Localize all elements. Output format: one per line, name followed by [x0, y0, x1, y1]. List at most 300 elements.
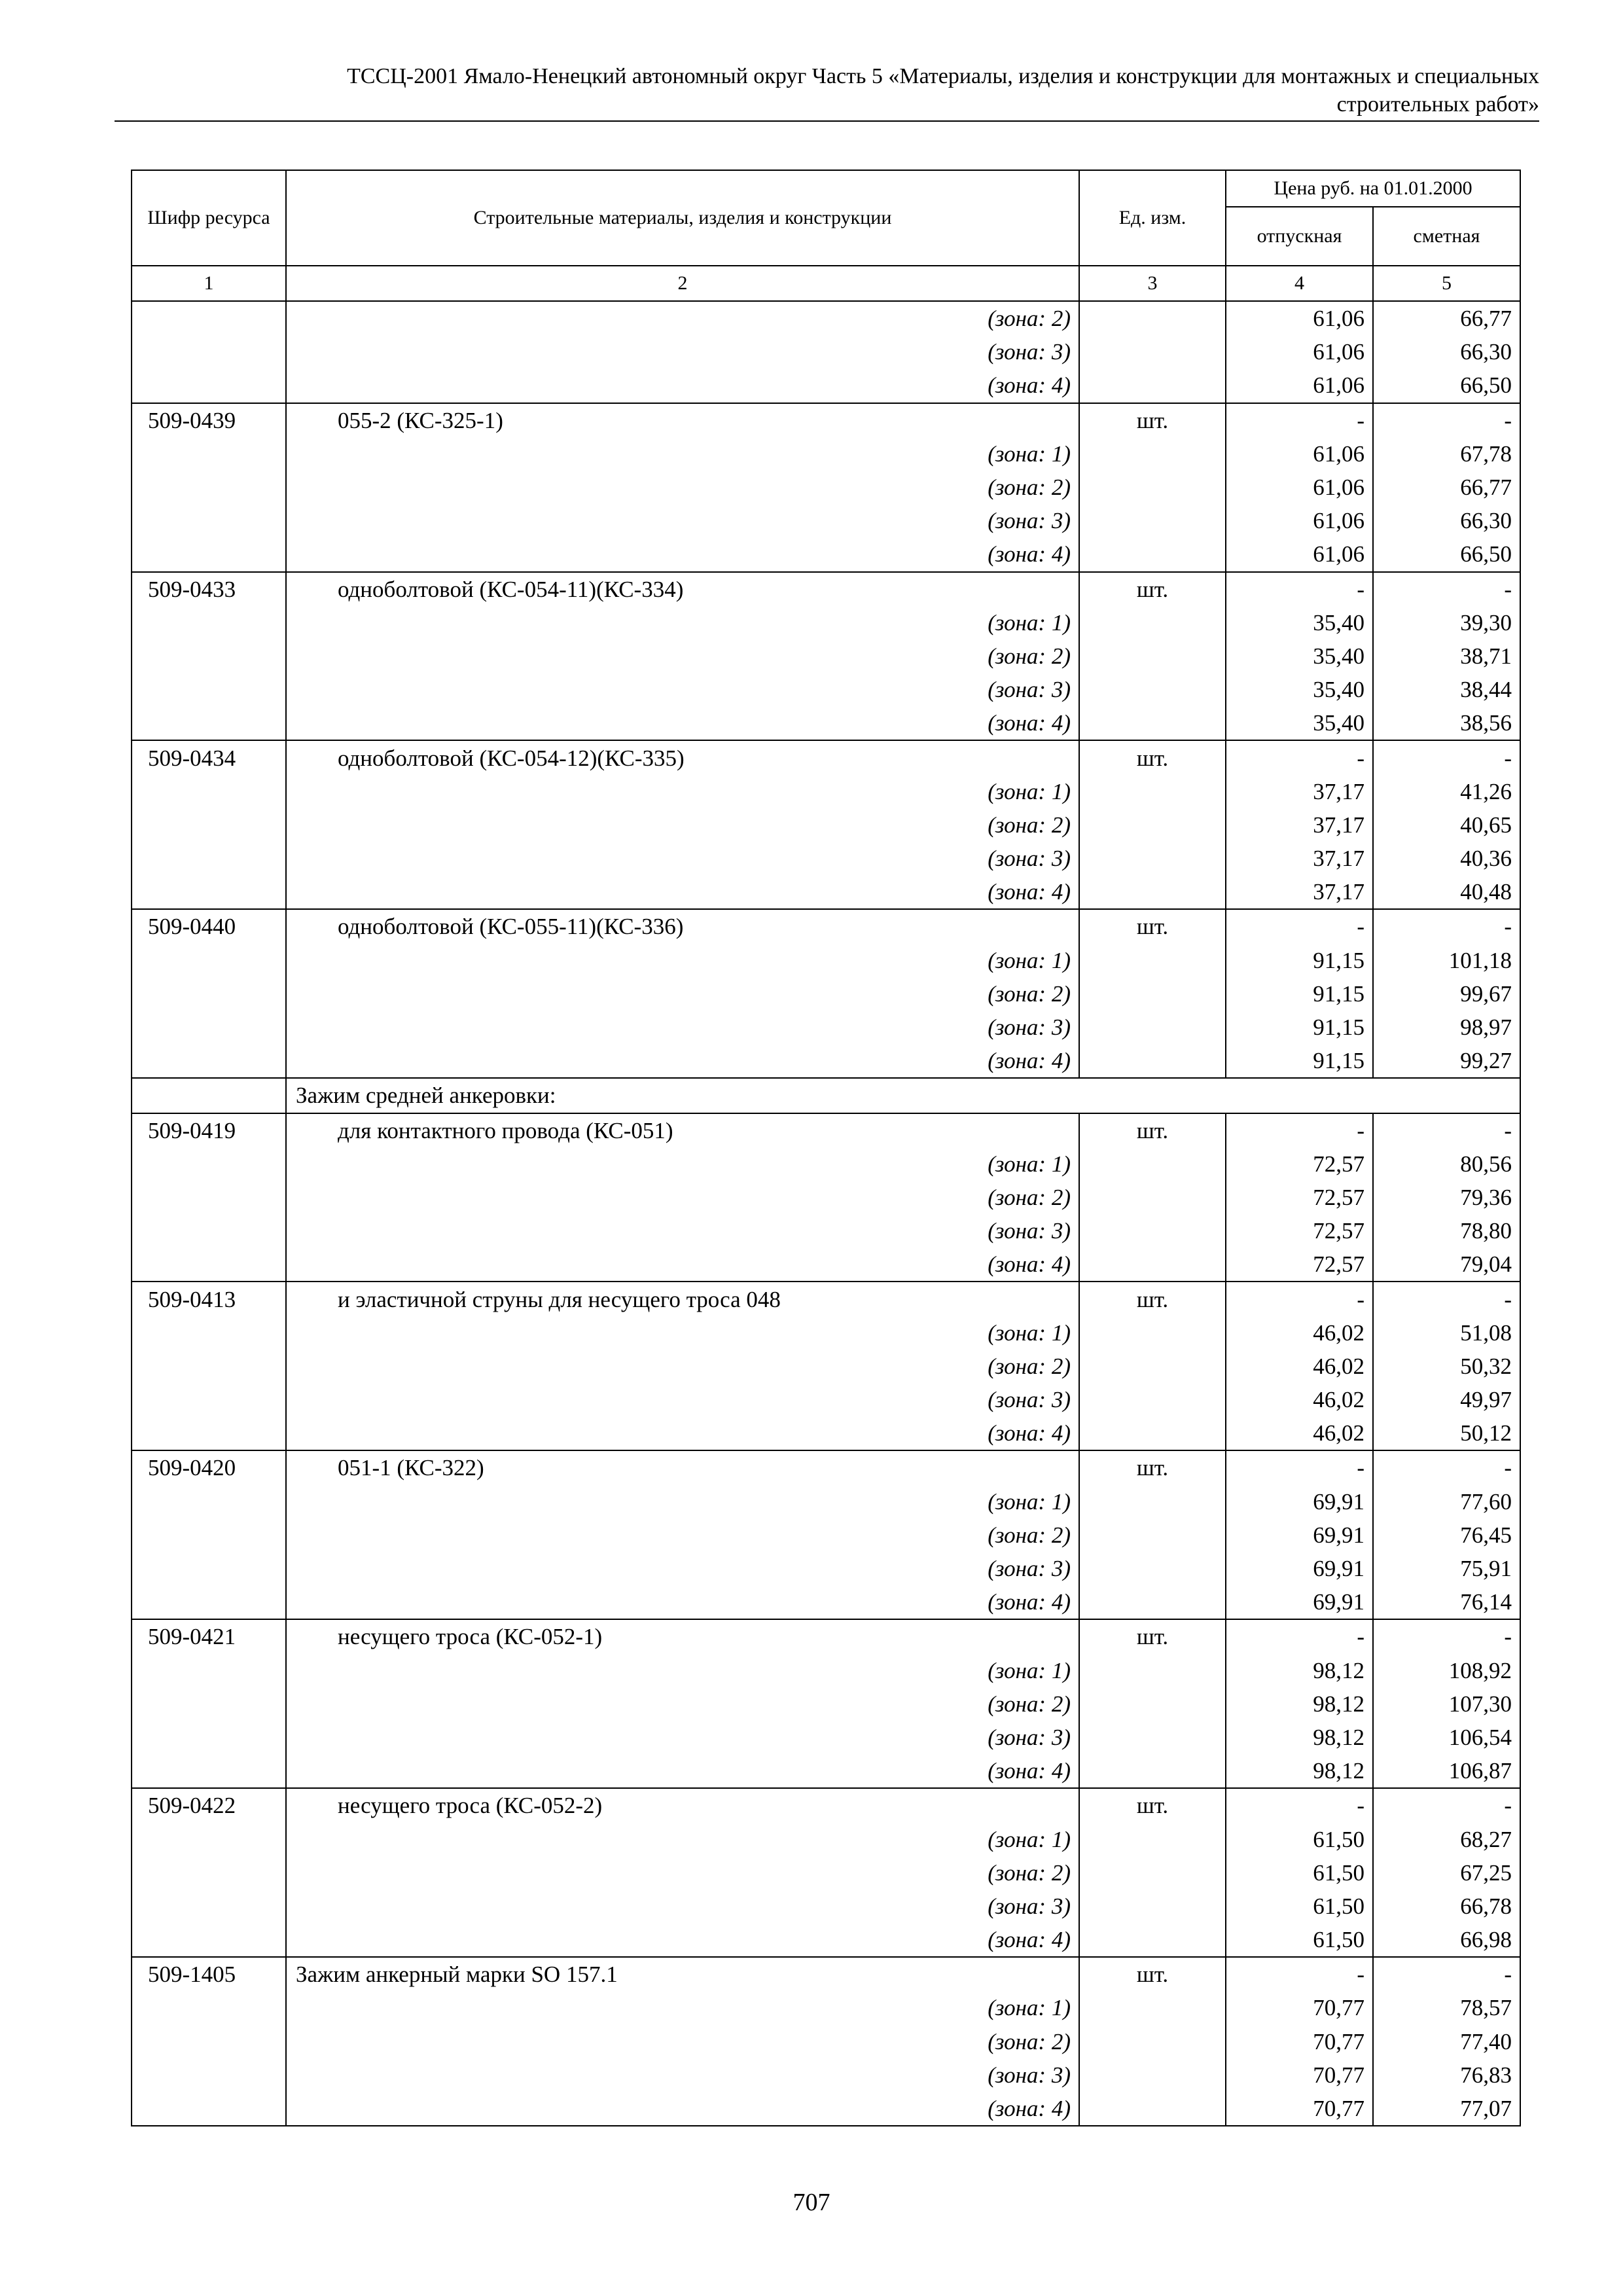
estimate-price-cell: 108,92 — [1373, 1654, 1520, 1687]
release-price-cell: 35,40 — [1226, 673, 1373, 706]
estimate-price-cell: - — [1373, 572, 1520, 606]
resource-code-cell: 509-0439 — [132, 403, 286, 437]
resource-code-cell — [132, 1721, 286, 1754]
release-price-cell: - — [1226, 1450, 1373, 1484]
release-price-cell: 46,02 — [1226, 1416, 1373, 1450]
table-row — [132, 504, 1520, 537]
table-row — [132, 1147, 1520, 1181]
material-name-cell: одноболтовой (КС-054-12)(КС-335) — [286, 740, 1079, 774]
page-header-line2: строительных работ» — [1336, 92, 1539, 117]
release-price-cell: - — [1226, 572, 1373, 606]
resource-code-cell — [132, 537, 286, 571]
unit-cell — [1079, 2025, 1226, 2058]
zone-cell: (зона: 1) — [286, 1316, 1079, 1350]
estimate-price-cell: 98,97 — [1373, 1011, 1520, 1044]
unit-cell — [1079, 775, 1226, 808]
zone-cell: (зона: 3) — [286, 673, 1079, 706]
table-row — [132, 1011, 1520, 1044]
table-row — [132, 335, 1520, 368]
estimate-price-cell: 66,77 — [1373, 471, 1520, 504]
table-row — [132, 1316, 1520, 1350]
zone-cell: (зона: 3) — [286, 1383, 1079, 1416]
table-row — [132, 1450, 1520, 1484]
release-price-cell: 61,50 — [1226, 1856, 1373, 1890]
zone-cell: (зона: 1) — [286, 1485, 1079, 1518]
table-row — [132, 2025, 1520, 2058]
unit-cell — [1079, 537, 1226, 571]
zone-cell: (зона: 1) — [286, 944, 1079, 977]
estimate-price-cell: 66,50 — [1373, 537, 1520, 571]
release-price-cell: 61,06 — [1226, 437, 1373, 471]
zone-cell: (зона: 3) — [286, 842, 1079, 875]
resource-code-cell: 509-0434 — [132, 740, 286, 774]
table-row — [132, 775, 1520, 808]
estimate-price-cell: 76,14 — [1373, 1585, 1520, 1619]
table-row — [132, 606, 1520, 639]
resource-code-cell — [132, 1754, 286, 1788]
release-price-cell: 46,02 — [1226, 1350, 1373, 1383]
resource-code-cell — [132, 504, 286, 537]
release-price-cell: 91,15 — [1226, 944, 1373, 977]
release-price-cell: - — [1226, 909, 1373, 943]
release-price-cell: 69,91 — [1226, 1552, 1373, 1585]
estimate-price-cell: 38,71 — [1373, 639, 1520, 673]
release-price-cell: 98,12 — [1226, 1721, 1373, 1754]
zone-cell: (зона: 4) — [286, 875, 1079, 909]
estimate-price-cell: 106,54 — [1373, 1721, 1520, 1754]
estimate-price-cell: - — [1373, 1450, 1520, 1484]
resource-code-cell — [132, 2058, 286, 2092]
release-price-cell: 61,06 — [1226, 504, 1373, 537]
section-row — [132, 1078, 1520, 1113]
resource-code-cell — [132, 944, 286, 977]
release-price-cell: - — [1226, 740, 1373, 774]
resource-code-cell — [132, 1383, 286, 1416]
unit-cell — [1079, 1181, 1226, 1214]
estimate-price-cell: 68,27 — [1373, 1822, 1520, 1856]
zone-cell: (зона: 3) — [286, 1721, 1079, 1754]
zone-cell: (зона: 4) — [286, 1247, 1079, 1282]
estimate-price-cell: 99,27 — [1373, 1044, 1520, 1078]
estimate-price-cell: 77,40 — [1373, 2025, 1520, 2058]
release-price-cell: 61,50 — [1226, 1923, 1373, 1957]
header-estimate-price: сметная — [1373, 207, 1520, 266]
col-number-2: 2 — [286, 266, 1079, 301]
table-row — [132, 471, 1520, 504]
estimate-price-cell: 66,77 — [1373, 301, 1520, 335]
zone-cell: (зона: 2) — [286, 639, 1079, 673]
release-price-cell: 91,15 — [1226, 1011, 1373, 1044]
col-number-3: 3 — [1079, 266, 1226, 301]
zone-cell: (зона: 4) — [286, 1754, 1079, 1788]
estimate-price-cell: 99,67 — [1373, 977, 1520, 1011]
estimate-price-cell: - — [1373, 909, 1520, 943]
estimate-price-cell: 101,18 — [1373, 944, 1520, 977]
zone-cell: (зона: 1) — [286, 1654, 1079, 1687]
resource-code-cell — [132, 1687, 286, 1721]
release-price-cell: 69,91 — [1226, 1585, 1373, 1619]
unit-cell — [1079, 1316, 1226, 1350]
header-price-group: Цена руб. на 01.01.2000 — [1226, 170, 1520, 207]
table-row — [132, 1113, 1520, 1147]
table-row — [132, 572, 1520, 606]
zone-cell: (зона: 1) — [286, 437, 1079, 471]
resource-code-cell — [132, 875, 286, 909]
unit-cell: шт. — [1079, 1788, 1226, 1822]
resource-code-cell: 509-1405 — [132, 1957, 286, 1991]
estimate-price-cell: 107,30 — [1373, 1687, 1520, 1721]
resource-code-cell: 509-0420 — [132, 1450, 286, 1484]
resource-code-cell — [132, 977, 286, 1011]
table-row — [132, 1687, 1520, 1721]
release-price-cell: 61,06 — [1226, 471, 1373, 504]
header-unit: Ед. изм. — [1079, 170, 1226, 266]
estimate-price-cell: - — [1373, 1113, 1520, 1147]
release-price-cell: 61,06 — [1226, 301, 1373, 335]
unit-cell — [1079, 1011, 1226, 1044]
table-row — [132, 1282, 1520, 1316]
release-price-cell: 35,40 — [1226, 606, 1373, 639]
zone-cell: (зона: 4) — [286, 2092, 1079, 2126]
table-row — [132, 740, 1520, 774]
estimate-price-cell: 51,08 — [1373, 1316, 1520, 1350]
page-number: 707 — [793, 2189, 830, 2216]
page-header — [111, 62, 1539, 118]
release-price-cell: 46,02 — [1226, 1383, 1373, 1416]
unit-cell — [1079, 673, 1226, 706]
release-price-cell: - — [1226, 1282, 1373, 1316]
release-price-cell: 70,77 — [1226, 2058, 1373, 2092]
estimate-price-cell: - — [1373, 1282, 1520, 1316]
resource-code-cell: 509-0419 — [132, 1113, 286, 1147]
resource-code-cell — [132, 706, 286, 740]
resource-code-cell — [132, 1316, 286, 1350]
resource-code-cell — [132, 1044, 286, 1078]
resource-code-cell — [132, 1585, 286, 1619]
resource-code-cell — [132, 1654, 286, 1687]
resource-code-cell — [132, 1552, 286, 1585]
estimate-price-cell: 66,30 — [1373, 335, 1520, 368]
table-row — [132, 437, 1520, 471]
release-price-cell: 69,91 — [1226, 1518, 1373, 1552]
resource-code-cell: 509-0440 — [132, 909, 286, 943]
zone-cell: (зона: 1) — [286, 1822, 1079, 1856]
table-row — [132, 1721, 1520, 1754]
resource-code-cell: 509-0413 — [132, 1282, 286, 1316]
zone-cell: (зона: 2) — [286, 1687, 1079, 1721]
col-number-5: 5 — [1373, 266, 1520, 301]
unit-cell — [1079, 706, 1226, 740]
zone-cell: (зона: 3) — [286, 1011, 1079, 1044]
release-price-cell: 61,06 — [1226, 335, 1373, 368]
release-price-cell: 72,57 — [1226, 1181, 1373, 1214]
release-price-cell: 37,17 — [1226, 842, 1373, 875]
release-price-cell: 98,12 — [1226, 1754, 1373, 1788]
estimate-price-cell: 76,83 — [1373, 2058, 1520, 2092]
table-row — [132, 1754, 1520, 1788]
estimate-price-cell: 66,98 — [1373, 1923, 1520, 1957]
estimate-price-cell: 50,12 — [1373, 1416, 1520, 1450]
material-name-cell: 051-1 (КС-322) — [286, 1450, 1079, 1484]
release-price-cell: - — [1226, 1788, 1373, 1822]
zone-cell: (зона: 1) — [286, 775, 1079, 808]
resource-code-cell — [132, 1518, 286, 1552]
release-price-cell: 98,12 — [1226, 1687, 1373, 1721]
header-divider — [115, 120, 1539, 122]
zone-cell: (зона: 1) — [286, 606, 1079, 639]
release-price-cell: 61,06 — [1226, 537, 1373, 571]
unit-cell: шт. — [1079, 403, 1226, 437]
zone-cell: (зона: 4) — [286, 1923, 1079, 1957]
estimate-price-cell: - — [1373, 1619, 1520, 1653]
unit-cell — [1079, 2092, 1226, 2126]
estimate-price-cell: - — [1373, 403, 1520, 437]
release-price-cell: 91,15 — [1226, 977, 1373, 1011]
unit-cell: шт. — [1079, 1282, 1226, 1316]
resource-code-cell — [132, 1011, 286, 1044]
table-body — [132, 301, 1520, 2126]
release-price-cell: 37,17 — [1226, 875, 1373, 909]
table-row — [132, 639, 1520, 673]
release-price-cell: 35,40 — [1226, 639, 1373, 673]
release-price-cell: 61,50 — [1226, 1890, 1373, 1923]
resource-code-cell — [132, 606, 286, 639]
table-row — [132, 1957, 1520, 1991]
table-row — [132, 537, 1520, 571]
zone-cell: (зона: 3) — [286, 1890, 1079, 1923]
zone-cell: (зона: 4) — [286, 706, 1079, 740]
zone-cell: (зона: 2) — [286, 1181, 1079, 1214]
estimate-price-cell: 40,36 — [1373, 842, 1520, 875]
material-name-cell: и эластичной струны для несущего троса 048 — [286, 1282, 1079, 1316]
col-number-4: 4 — [1226, 266, 1373, 301]
table-row — [132, 1788, 1520, 1822]
estimate-price-cell: 66,30 — [1373, 504, 1520, 537]
resource-code-cell: 509-0422 — [132, 1788, 286, 1822]
col-number-1: 1 — [132, 266, 286, 301]
unit-cell — [1079, 1654, 1226, 1687]
estimate-price-cell: 79,04 — [1373, 1247, 1520, 1282]
zone-cell: (зона: 3) — [286, 1214, 1079, 1247]
release-price-cell: - — [1226, 403, 1373, 437]
unit-cell — [1079, 1416, 1226, 1450]
unit-cell — [1079, 504, 1226, 537]
resource-code-cell — [132, 2092, 286, 2126]
unit-cell — [1079, 1822, 1226, 1856]
release-price-cell: 70,77 — [1226, 1991, 1373, 2024]
release-price-cell: 72,57 — [1226, 1147, 1373, 1181]
release-price-cell: 37,17 — [1226, 775, 1373, 808]
zone-cell: (зона: 3) — [286, 1552, 1079, 1585]
table-row — [132, 842, 1520, 875]
unit-cell — [1079, 471, 1226, 504]
release-price-cell: 98,12 — [1226, 1654, 1373, 1687]
table-row — [132, 808, 1520, 842]
resource-code-cell — [132, 301, 286, 335]
estimate-price-cell: 38,44 — [1373, 673, 1520, 706]
zone-cell: (зона: 2) — [286, 301, 1079, 335]
resource-code-cell — [132, 1485, 286, 1518]
release-price-cell: 61,06 — [1226, 368, 1373, 403]
table-row — [132, 875, 1520, 909]
resource-code-cell — [132, 775, 286, 808]
table-row — [132, 1585, 1520, 1619]
resource-code-cell — [132, 808, 286, 842]
unit-cell — [1079, 1552, 1226, 1585]
resource-code-cell — [132, 1247, 286, 1282]
estimate-price-cell: - — [1373, 1957, 1520, 1991]
resource-code-cell — [132, 842, 286, 875]
table-row — [132, 1654, 1520, 1687]
zone-cell: (зона: 2) — [286, 1518, 1079, 1552]
unit-cell: шт. — [1079, 572, 1226, 606]
unit-cell — [1079, 977, 1226, 1011]
estimate-price-cell: 38,56 — [1373, 706, 1520, 740]
release-price-cell: - — [1226, 1113, 1373, 1147]
estimate-price-cell: - — [1373, 1788, 1520, 1822]
resource-code-cell: 509-0421 — [132, 1619, 286, 1653]
resource-code-cell — [132, 1214, 286, 1247]
estimate-price-cell: 40,48 — [1373, 875, 1520, 909]
unit-cell: шт. — [1079, 1619, 1226, 1653]
unit-cell — [1079, 944, 1226, 977]
unit-cell — [1079, 368, 1226, 403]
unit-cell — [1079, 639, 1226, 673]
zone-cell: (зона: 1) — [286, 1991, 1079, 2024]
unit-cell — [1079, 606, 1226, 639]
release-price-cell: 72,57 — [1226, 1247, 1373, 1282]
zone-cell: (зона: 4) — [286, 537, 1079, 571]
table-row — [132, 301, 1520, 335]
zone-cell: (зона: 4) — [286, 1044, 1079, 1078]
table-row — [132, 706, 1520, 740]
release-price-cell: 61,50 — [1226, 1822, 1373, 1856]
release-price-cell: 91,15 — [1226, 1044, 1373, 1078]
unit-cell — [1079, 1518, 1226, 1552]
unit-cell — [1079, 1485, 1226, 1518]
material-name-cell: для контактного провода (КС-051) — [286, 1113, 1079, 1147]
header-release-price: отпускная — [1226, 207, 1373, 266]
header-name: Строительные материалы, изделия и конструкции — [286, 170, 1079, 266]
estimate-price-cell: 67,25 — [1373, 1856, 1520, 1890]
resource-code-cell — [132, 1350, 286, 1383]
table-row — [132, 1181, 1520, 1214]
unit-cell — [1079, 1890, 1226, 1923]
table-row — [132, 1822, 1520, 1856]
material-name-cell: одноболтовой (КС-055-11)(КС-336) — [286, 909, 1079, 943]
table-row — [132, 673, 1520, 706]
resource-code-cell — [132, 471, 286, 504]
release-price-cell: 70,77 — [1226, 2092, 1373, 2126]
unit-cell: шт. — [1079, 1957, 1226, 1991]
resource-code-cell — [132, 437, 286, 471]
unit-cell — [1079, 808, 1226, 842]
unit-cell — [1079, 1247, 1226, 1282]
resource-code-cell — [132, 1078, 286, 1113]
zone-cell: (зона: 2) — [286, 471, 1079, 504]
price-table — [131, 170, 1520, 2126]
estimate-price-cell: 67,78 — [1373, 437, 1520, 471]
unit-cell — [1079, 1721, 1226, 1754]
release-price-cell: 69,91 — [1226, 1485, 1373, 1518]
estimate-price-cell: 77,60 — [1373, 1485, 1520, 1518]
resource-code-cell: 509-0433 — [132, 572, 286, 606]
estimate-price-cell: 66,50 — [1373, 368, 1520, 403]
resource-code-cell — [132, 368, 286, 403]
table-row — [132, 2092, 1520, 2126]
estimate-price-cell: 77,07 — [1373, 2092, 1520, 2126]
unit-cell: шт. — [1079, 1113, 1226, 1147]
estimate-price-cell: 49,97 — [1373, 1383, 1520, 1416]
resource-code-cell — [132, 2025, 286, 2058]
zone-cell: (зона: 2) — [286, 977, 1079, 1011]
table-row — [132, 1247, 1520, 1282]
table-row — [132, 944, 1520, 977]
table-row — [132, 1552, 1520, 1585]
estimate-price-cell: 50,32 — [1373, 1350, 1520, 1383]
estimate-price-cell: 80,56 — [1373, 1147, 1520, 1181]
unit-cell — [1079, 335, 1226, 368]
header-code: Шифр ресурса — [132, 170, 286, 266]
table-row — [132, 1214, 1520, 1247]
resource-code-cell — [132, 1416, 286, 1450]
table-row — [132, 977, 1520, 1011]
estimate-price-cell: 40,65 — [1373, 808, 1520, 842]
release-price-cell: 46,02 — [1226, 1316, 1373, 1350]
material-name-cell: Зажим анкерный марки SO 157.1 — [286, 1957, 1079, 1991]
resource-code-cell — [132, 1822, 286, 1856]
resource-code-cell — [132, 639, 286, 673]
estimate-price-cell: 79,36 — [1373, 1181, 1520, 1214]
unit-cell — [1079, 1585, 1226, 1619]
unit-cell — [1079, 1991, 1226, 2024]
table-row — [132, 909, 1520, 943]
unit-cell — [1079, 1383, 1226, 1416]
resource-code-cell — [132, 1147, 286, 1181]
table-row — [132, 1991, 1520, 2024]
table-row — [132, 1856, 1520, 1890]
zone-cell: (зона: 1) — [286, 1147, 1079, 1181]
unit-cell — [1079, 875, 1226, 909]
unit-cell — [1079, 1044, 1226, 1078]
release-price-cell: 35,40 — [1226, 706, 1373, 740]
unit-cell — [1079, 842, 1226, 875]
zone-cell: (зона: 4) — [286, 368, 1079, 403]
resource-code-cell — [132, 1890, 286, 1923]
zone-cell: (зона: 3) — [286, 504, 1079, 537]
table-row — [132, 1383, 1520, 1416]
estimate-price-cell: 41,26 — [1373, 775, 1520, 808]
table-row — [132, 2058, 1520, 2092]
unit-cell: шт. — [1079, 1450, 1226, 1484]
estimate-price-cell: 78,57 — [1373, 1991, 1520, 2024]
material-name-cell: несущего троса (КС-052-2) — [286, 1788, 1079, 1822]
estimate-price-cell: 66,78 — [1373, 1890, 1520, 1923]
zone-cell: (зона: 3) — [286, 2058, 1079, 2092]
unit-cell — [1079, 301, 1226, 335]
unit-cell — [1079, 1923, 1226, 1957]
table-row — [132, 1350, 1520, 1383]
table-row — [132, 403, 1520, 437]
estimate-price-cell: 76,45 — [1373, 1518, 1520, 1552]
resource-code-cell — [132, 1181, 286, 1214]
unit-cell — [1079, 1147, 1226, 1181]
unit-cell — [1079, 1214, 1226, 1247]
zone-cell: (зона: 4) — [286, 1416, 1079, 1450]
estimate-price-cell: 39,30 — [1373, 606, 1520, 639]
table-row — [132, 1485, 1520, 1518]
estimate-price-cell: 106,87 — [1373, 1754, 1520, 1788]
